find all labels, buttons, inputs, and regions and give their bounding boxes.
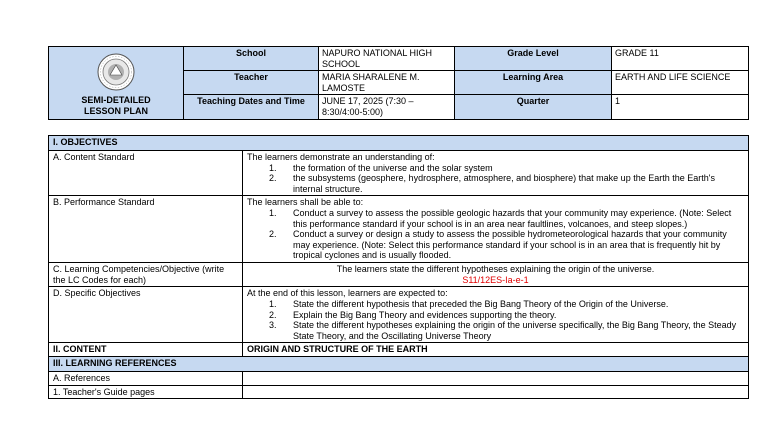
references-value [243,371,749,385]
teacher-label: Teacher [184,71,319,95]
lesson-plan-table [48,135,749,399]
competency-code: S11/12ES-Ia-e-1 [462,274,529,285]
title-line-1: SEMI-DETAILED [81,95,151,106]
competency-cell [243,263,749,287]
table-row [49,263,749,287]
school-label: School [184,47,319,71]
table-row [49,196,749,263]
specific-objectives-label: D. Specific Objectives [49,287,243,343]
list-item: 2. Conduct a survey or design a study to assess the possible hydrometeorological hazards that your community may experience. (Note: Select this performance standard if your school is in an area that is frequently hit by tropical cyclones and is usually flooded. [279,229,744,261]
content-standard-label: A. Content Standard [49,151,243,196]
content-standard-list [279,163,744,195]
specific-objectives-cell [243,287,749,343]
list-item: 1. the formation of the universe and the solar system [279,163,744,174]
performance-standard-label: B. Performance Standard [49,196,243,263]
content-heading: II. CONTENT [49,343,243,357]
performance-standard-cell [243,196,749,263]
performance-standard-intro: The learners shall be able to: [247,197,364,208]
table-row [49,371,749,385]
references-heading: III. LEARNING REFERENCES [49,356,749,371]
area-value: EARTH AND LIFE SCIENCE [612,71,749,95]
area-label: Learning Area [455,71,612,95]
content-standard-cell [243,151,749,196]
table-row [49,287,749,343]
specific-objectives-intro: At the end of this lesson, learners are expected to: [247,288,448,299]
content-value: ORIGIN AND STRUCTURE OF THE EARTH [243,343,749,357]
dates-value: JUNE 17, 2025 (7:30 – 8:30/4:00-5:00) [319,95,455,119]
table-row [49,385,749,399]
header-table [48,46,749,120]
teachers-guide-value [243,385,749,399]
list-item: 2. Explain the Big Bang Theory and evidences supporting the theory. [279,310,744,321]
grade-value: GRADE 11 [612,47,749,71]
list-item: 1. Conduct a survey to assess the possible geologic hazards that your community may experience. (Note: Select this performance standard if your school is in an area near faultlines, volcanoes, and steep slopes.) [279,208,744,229]
teachers-guide-label: 1. Teacher's Guide pages [49,385,243,399]
list-item: 2. the subsystems (geosphere, hydrosphere, atmosphere, and biosphere) that make up the Earth the Earth's internal structure. [279,173,744,194]
table-row [49,343,749,357]
title-line-2: LESSON PLAN [83,106,148,117]
list-item: 1. State the different hypothesis that preceded the Big Bang Theory of the Origin of the Universe. [279,299,744,310]
specific-objectives-list [279,299,744,341]
objectives-heading: I. OBJECTIVES [49,136,749,151]
competency-text: The learners state the different hypotheses explaining the origin of the universe. [336,264,655,275]
quarter-value: 1 [612,95,749,119]
references-label: A. References [49,371,243,385]
dates-label: Teaching Dates and Time [184,95,319,119]
school-value: NAPURO NATIONAL HIGH SCHOOL [319,47,455,71]
competency-label: C. Learning Competencies/Objective (write the LC Codes for each) [49,263,243,287]
table-row [49,151,749,196]
performance-standard-list [279,208,744,261]
quarter-label: Quarter [455,95,612,119]
title-cell [49,47,184,120]
content-standard-intro: The learners demonstrate an understanding of: [247,152,435,162]
list-item: 3. State the different hypotheses explaining the origin of the universe specifically, the Big Bang Theory, the Steady State Theory, and the Oscillating Universe Theory [279,320,744,341]
teacher-value: MARIA SHARALENE M. LAMOSTE [319,71,455,95]
deped-seal-icon [97,53,135,91]
grade-label: Grade Level [455,47,612,71]
